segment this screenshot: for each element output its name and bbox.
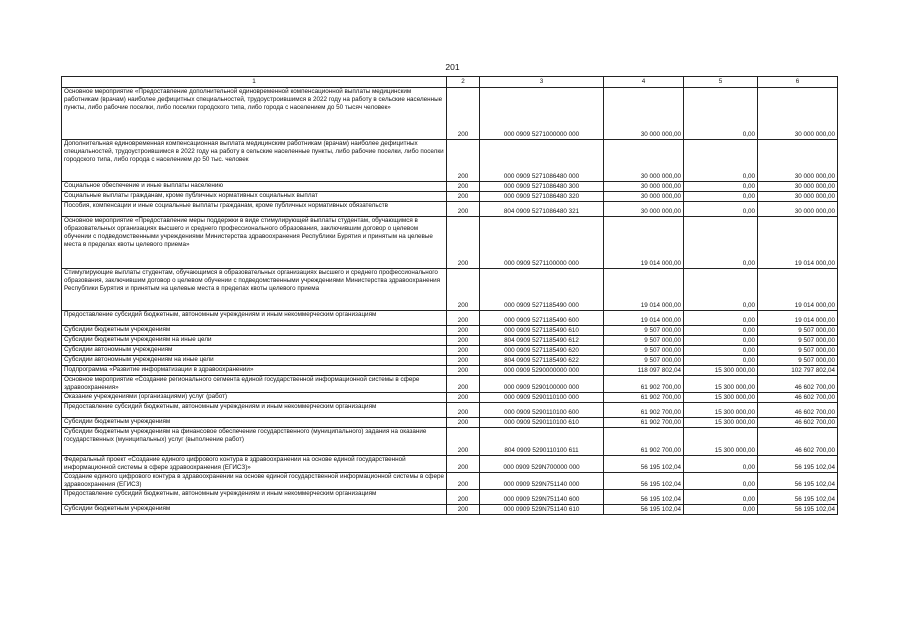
row-classification-code: 000 0909 5271185490 600 <box>480 311 604 326</box>
row-description: Субсидии автономным учреждениям <box>62 346 447 356</box>
row-description: Предоставление субсидий бюджетным, автономным учреждениям и иным некоммерческим организациям <box>62 490 447 505</box>
table-row <box>62 140 838 182</box>
table-row <box>62 336 838 346</box>
table-row <box>62 88 838 140</box>
row-description: Субсидии бюджетным учреждениям <box>62 326 447 336</box>
row-value-col5: 0,00 <box>684 311 758 326</box>
row-description: Основное мероприятие «Создание регионального сегмента единой государственной информационной системы в сфере здравоохранения» <box>62 376 447 393</box>
row-description: Социальные выплаты гражданам, кроме публичных нормативных социальных выплат <box>62 192 447 202</box>
row-value-col6: 30 000 000,00 <box>758 140 838 182</box>
table-row <box>62 418 838 428</box>
table-row <box>62 202 838 217</box>
row-classification-code: 000 0909 5271185490 620 <box>480 346 604 356</box>
row-group-code: 200 <box>447 217 480 269</box>
table-row <box>62 393 838 403</box>
row-value-col5: 15 300 000,00 <box>684 418 758 428</box>
row-description: Социальное обеспечение и иные выплаты населению <box>62 182 447 192</box>
row-classification-code: 000 0909 529N700000 000 <box>480 456 604 473</box>
row-value-col5: 0,00 <box>684 217 758 269</box>
row-classification-code: 000 0909 5290000000 000 <box>480 366 604 376</box>
row-value-col4: 19 014 000,00 <box>604 217 684 269</box>
row-value-col4: 19 014 000,00 <box>604 311 684 326</box>
row-value-col5: 15 300 000,00 <box>684 376 758 393</box>
row-classification-code: 804 0909 5271185490 622 <box>480 356 604 366</box>
column-header: 3 <box>480 77 604 88</box>
row-value-col5: 0,00 <box>684 505 758 515</box>
table-row <box>62 490 838 505</box>
row-value-col5: 0,00 <box>684 346 758 356</box>
row-value-col5: 0,00 <box>684 202 758 217</box>
row-classification-code: 000 0909 5271086480 300 <box>480 182 604 192</box>
row-value-col4: 61 902 700,00 <box>604 376 684 393</box>
column-header: 6 <box>758 77 838 88</box>
row-classification-code: 000 0909 5290110100 610 <box>480 418 604 428</box>
column-header: 4 <box>604 77 684 88</box>
row-classification-code: 000 0909 5271185490 000 <box>480 269 604 311</box>
row-classification-code: 000 0909 5290100000 000 <box>480 376 604 393</box>
table-row <box>62 269 838 311</box>
row-group-code: 200 <box>447 393 480 403</box>
row-group-code: 200 <box>447 456 480 473</box>
row-group-code: 200 <box>447 336 480 346</box>
row-group-code: 200 <box>447 326 480 336</box>
table-row <box>62 192 838 202</box>
row-description: Субсидии бюджетным учреждениям на финансовое обеспечение государственного (муниципального) задания на оказание государственных (муниципальных) услуг (выполнение работ) <box>62 428 447 456</box>
table-row <box>62 376 838 393</box>
row-description: Оказание учреждениями (организациями) услуг (работ) <box>62 393 447 403</box>
row-value-col5: 15 300 000,00 <box>684 393 758 403</box>
row-value-col6: 30 000 000,00 <box>758 182 838 192</box>
row-classification-code: 000 0909 5271086480 000 <box>480 140 604 182</box>
row-classification-code: 000 0909 5271000000 000 <box>480 88 604 140</box>
row-value-col6: 19 014 000,00 <box>758 217 838 269</box>
row-group-code: 200 <box>447 311 480 326</box>
table-row <box>62 182 838 192</box>
page-number: 201 <box>445 62 460 72</box>
row-value-col4: 9 507 000,00 <box>604 336 684 346</box>
row-value-col6: 46 602 700,00 <box>758 403 838 418</box>
row-value-col4: 61 902 700,00 <box>604 403 684 418</box>
row-value-col6: 19 014 000,00 <box>758 269 838 311</box>
row-description: Предоставление субсидий бюджетным, автономным учреждениям и иным некоммерческим организациям <box>62 403 447 418</box>
row-group-code: 200 <box>447 473 480 490</box>
row-classification-code: 000 0909 5290110100 000 <box>480 393 604 403</box>
row-value-col6: 9 507 000,00 <box>758 346 838 356</box>
row-description: Подпрограмма «Развитие информатизации в здравоохранении» <box>62 366 447 376</box>
row-group-code: 200 <box>447 376 480 393</box>
row-value-col6: 30 000 000,00 <box>758 88 838 140</box>
row-value-col6: 9 507 000,00 <box>758 336 838 346</box>
table-row <box>62 217 838 269</box>
table-row <box>62 456 838 473</box>
row-value-col6: 9 507 000,00 <box>758 326 838 336</box>
row-description: Федеральный проект «Создание единого цифрового контура в здравоохранении на основе единой государственной информационной системы в сфере здравоохранения (ЕГИСЗ)» <box>62 456 447 473</box>
row-value-col6: 102 797 802,04 <box>758 366 838 376</box>
row-description: Субсидии бюджетным учреждениям <box>62 505 447 515</box>
row-value-col6: 46 602 700,00 <box>758 418 838 428</box>
row-value-col5: 0,00 <box>684 182 758 192</box>
row-value-col4: 30 000 000,00 <box>604 182 684 192</box>
row-description: Стимулирующие выплаты студентам, обучающимся в образовательных организациях высшего и среднего профессионального образования, заключившим договор о целевом обучении с подведомственными учреждениями Министерства здравоохранения Республики Бурятия и принятым на целевые места в пределах квоты целевого приема <box>62 269 447 311</box>
row-value-col6: 56 195 102,04 <box>758 473 838 490</box>
row-value-col4: 56 195 102,04 <box>604 490 684 505</box>
row-group-code: 200 <box>447 346 480 356</box>
column-header: 1 <box>62 77 447 88</box>
row-value-col4: 56 195 102,04 <box>604 473 684 490</box>
column-header: 5 <box>684 77 758 88</box>
row-value-col4: 56 195 102,04 <box>604 456 684 473</box>
table-row <box>62 356 838 366</box>
row-group-code: 200 <box>447 192 480 202</box>
budget-table <box>61 76 838 515</box>
row-value-col5: 0,00 <box>684 88 758 140</box>
row-value-col5: 0,00 <box>684 473 758 490</box>
row-value-col5: 0,00 <box>684 456 758 473</box>
row-value-col6: 56 195 102,04 <box>758 490 838 505</box>
table-row <box>62 346 838 356</box>
row-value-col4: 19 014 000,00 <box>604 269 684 311</box>
row-group-code: 200 <box>447 366 480 376</box>
row-group-code: 200 <box>447 505 480 515</box>
table-row <box>62 473 838 490</box>
row-classification-code: 000 0909 529N751140 000 <box>480 473 604 490</box>
row-value-col6: 30 000 000,00 <box>758 202 838 217</box>
row-group-code: 200 <box>447 356 480 366</box>
row-value-col4: 9 507 000,00 <box>604 346 684 356</box>
row-value-col4: 30 000 000,00 <box>604 192 684 202</box>
row-value-col5: 0,00 <box>684 269 758 311</box>
row-value-col4: 56 195 102,04 <box>604 505 684 515</box>
row-classification-code: 000 0909 5271086480 320 <box>480 192 604 202</box>
row-group-code: 200 <box>447 88 480 140</box>
row-value-col5: 15 300 000,00 <box>684 366 758 376</box>
column-header: 2 <box>447 77 480 88</box>
row-description: Основное мероприятие «Предоставление дополнительной единовременной компенсационной выплаты медицинским работникам (врачам) наиболее дефицитных специальностей, трудоустроившимся в 2022 году на работу в сельские населенные пункты, либо рабочие поселки, либо поселки городского типа, либо города с населением до 50 тысяч человек» <box>62 88 447 140</box>
row-group-code: 200 <box>447 490 480 505</box>
row-description: Создание единого цифрового контура в здравоохранении на основе единой государственной информационной системы в сфере здравоохранения (ЕГИСЗ) <box>62 473 447 490</box>
row-description: Субсидии автономным учреждениям на иные цели <box>62 356 447 366</box>
table-row <box>62 505 838 515</box>
table-row <box>62 428 838 456</box>
row-classification-code: 000 0909 5290110100 600 <box>480 403 604 418</box>
row-description: Дополнительная единовременная компенсационная выплата медицинским работникам (врачам) наиболее дефицитных специальностей, трудоустроившимся в 2022 году на работу в сельские населенные пункты, либо рабочие поселки, либо поселки городского типа, либо города с населением до 50 тыс. человек <box>62 140 447 182</box>
row-value-col6: 30 000 000,00 <box>758 192 838 202</box>
row-description: Предоставление субсидий бюджетным, автономным учреждениям и иным некоммерческим организациям <box>62 311 447 326</box>
row-value-col5: 0,00 <box>684 192 758 202</box>
row-group-code: 200 <box>447 202 480 217</box>
table-row <box>62 326 838 336</box>
row-classification-code: 804 0909 5271086480 321 <box>480 202 604 217</box>
row-value-col5: 0,00 <box>684 336 758 346</box>
row-group-code: 200 <box>447 403 480 418</box>
row-description: Основное мероприятие «Предоставление меры поддержки в виде стимулирующей выплаты студентам, обучающимся в образовательных организациях высшего и среднего профессионального образования, заключившим договор о целевом обучении с подведомственными учреждениями Министерства здравоохранения Республики Бурятия и принятым на целевые места в пределах квоты целевого приема» <box>62 217 447 269</box>
row-value-col4: 9 507 000,00 <box>604 356 684 366</box>
row-classification-code: 000 0909 5271185490 610 <box>480 326 604 336</box>
row-value-col4: 9 507 000,00 <box>604 326 684 336</box>
row-value-col6: 9 507 000,00 <box>758 356 838 366</box>
row-group-code: 200 <box>447 140 480 182</box>
row-value-col6: 56 195 102,04 <box>758 456 838 473</box>
row-value-col6: 56 195 102,04 <box>758 505 838 515</box>
row-value-col6: 19 014 000,00 <box>758 311 838 326</box>
row-value-col4: 118 097 802,04 <box>604 366 684 376</box>
table-row <box>62 366 838 376</box>
row-value-col4: 30 000 000,00 <box>604 140 684 182</box>
table-row <box>62 403 838 418</box>
row-value-col5: 15 300 000,00 <box>684 403 758 418</box>
row-value-col4: 30 000 000,00 <box>604 88 684 140</box>
row-group-code: 200 <box>447 418 480 428</box>
row-classification-code: 000 0909 529N751140 610 <box>480 505 604 515</box>
row-value-col6: 46 602 700,00 <box>758 376 838 393</box>
row-classification-code: 804 0909 5271185490 612 <box>480 336 604 346</box>
row-value-col4: 30 000 000,00 <box>604 202 684 217</box>
row-value-col5: 15 300 000,00 <box>684 428 758 456</box>
row-description: Пособия, компенсации и иные социальные выплаты гражданам, кроме публичных нормативных обязательств <box>62 202 447 217</box>
row-value-col5: 0,00 <box>684 356 758 366</box>
row-value-col5: 0,00 <box>684 140 758 182</box>
row-value-col5: 0,00 <box>684 326 758 336</box>
table-header-row <box>62 77 838 88</box>
row-classification-code: 000 0909 529N751140 600 <box>480 490 604 505</box>
row-description: Субсидии бюджетным учреждениям на иные цели <box>62 336 447 346</box>
row-value-col6: 46 602 700,00 <box>758 428 838 456</box>
row-value-col4: 61 902 700,00 <box>604 393 684 403</box>
row-group-code: 200 <box>447 182 480 192</box>
row-value-col5: 0,00 <box>684 490 758 505</box>
row-value-col4: 61 902 700,00 <box>604 418 684 428</box>
row-classification-code: 000 0909 5271100000 000 <box>480 217 604 269</box>
table-row <box>62 311 838 326</box>
row-group-code: 200 <box>447 428 480 456</box>
row-classification-code: 804 0909 5290110100 611 <box>480 428 604 456</box>
row-value-col4: 61 902 700,00 <box>604 428 684 456</box>
row-value-col6: 46 602 700,00 <box>758 393 838 403</box>
row-group-code: 200 <box>447 269 480 311</box>
row-description: Субсидии бюджетным учреждениям <box>62 418 447 428</box>
